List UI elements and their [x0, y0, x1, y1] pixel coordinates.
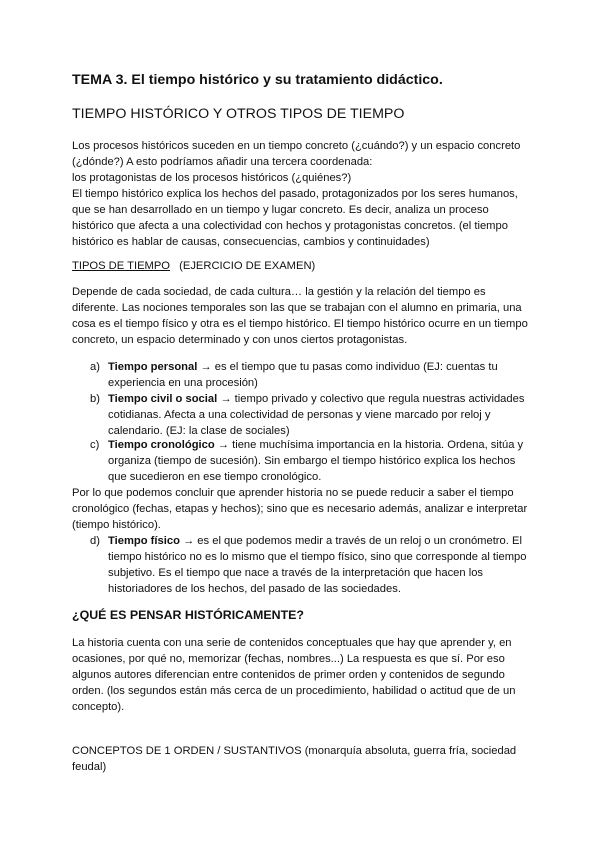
- tipos-note: (EJERCICIO DE EXAMEN): [179, 260, 316, 272]
- section-heading-tiempo-historico: TIEMPO HISTÓRICO Y OTROS TIPOS DE TIEMPO: [72, 106, 405, 122]
- section-heading-pensar-historicamente: ¿QUÉ ES PENSAR HISTÓRICAMENTE?: [72, 608, 304, 622]
- term-tiempo-cronologico: Tiempo cronológico →: [108, 439, 229, 451]
- list-item-continuation: tiempo histórico no es lo mismo que el tiempo físico, sino que corresponde al tiempo: [108, 551, 527, 563]
- intro-line: los protagonistas de los procesos históricos (¿quiénes?): [72, 172, 352, 184]
- list-item-continuation: que sucedieron en ese tiempo cronológico.: [108, 471, 322, 483]
- list-item-continuation: organiza (tiempo de sucesión). Sin embargo el tiempo histórico explica los hechos: [108, 455, 516, 467]
- list-item-tiempo-fisico: [108, 533, 522, 549]
- list-item-tiempo-cronologico: [108, 437, 523, 453]
- tipos-label: TIPOS DE TIEMPO: [72, 260, 171, 272]
- intro-line: Los procesos históricos suceden en un tiempo concreto (¿cuándo?) y un espacio concreto: [72, 140, 521, 152]
- intro-line: (¿dónde?) A esto podríamos añadir una tercera coordenada:: [72, 156, 373, 168]
- pensar-paragraph-line: ocasiones, por qué no, memorizar (fechas, nombres...) La respuesta es que sí. Por eso: [72, 653, 505, 665]
- pensar-paragraph-line: concepto).: [72, 701, 125, 713]
- tipos-paragraph-line: diferente. Las nociones temporales son las que se trabajan con el alumno en primaria, una: [72, 302, 522, 314]
- list-item-continuation: calendario. (EJ: la clase de sociales): [108, 425, 290, 437]
- list-item-tiempo-personal: [108, 359, 498, 375]
- conceptos-line: CONCEPTOS DE 1 ORDEN / SUSTANTIVOS (monarquía absoluta, guerra fría, sociedad: [72, 745, 517, 757]
- list-item-text: tiempo privado y colectivo que regula nuestras actividades: [231, 393, 525, 405]
- tipos-paragraph-line: cosa es el tiempo físico y otra es el tiempo histórico. El tiempo histórico ocurre en un tiempo: [72, 318, 528, 330]
- intro-line: histórico que afecta a una colectividad con hechos y protagonistas concretos. (el tiempo: [72, 220, 508, 232]
- conclusion-line: cronológico (fechas, etapas y hechos); sino que es necesario además, analizar e interpretar: [72, 503, 528, 515]
- conceptos-line: feudal): [72, 761, 107, 773]
- list-item-continuation: experiencia en una procesión): [108, 377, 258, 389]
- pensar-paragraph-line: orden. (los segundos están más cerca de un procedimiento, habilidad o actitud que de un: [72, 685, 516, 697]
- tipos-paragraph-line: Depende de cada sociedad, de cada cultura… la gestión y la relación del tiempo es: [72, 286, 486, 298]
- list-marker-a: a): [90, 361, 100, 373]
- list-item-text: es el tiempo que tu pasas como individuo (EJ: cuentas tu: [211, 361, 498, 373]
- document-title: TEMA 3. El tiempo histórico y su tratamiento didáctico.: [72, 72, 443, 88]
- list-item-continuation: cotidianas. Afecta a una colectividad de personas y viene marcado por reloj y: [108, 409, 491, 421]
- term-tiempo-civil: Tiempo civil o social →: [108, 393, 232, 405]
- conclusion-line: (tiempo histórico).: [72, 519, 161, 531]
- intro-line: histórico es hablar de causas, consecuencias, cambios y continuidades): [72, 236, 430, 248]
- list-marker-d: d): [90, 535, 100, 547]
- term-tiempo-fisico: Tiempo físico →: [108, 535, 195, 547]
- tipos-paragraph-line: concreto, un espacio determinado y con unos ciertos protagonistas.: [72, 334, 408, 346]
- list-item-text: es el que podemos medir a través de un reloj o un cronómetro. El: [194, 535, 522, 547]
- list-item-text: tiene muchísima importancia en la historia. Ordena, sitúa y: [229, 439, 524, 451]
- list-item-continuation: subjetivo. Es el tiempo que nace a través de la interpretación que hacen los: [108, 567, 484, 579]
- list-item-continuation: historiadores de los hechos, del pasado de las sociedades.: [108, 583, 401, 595]
- list-item-tiempo-civil: [108, 391, 524, 407]
- list-marker-b: b): [90, 393, 100, 405]
- pensar-paragraph-line: La historia cuenta con una serie de contenidos conceptuales que hay que aprender y, en: [72, 637, 512, 649]
- conclusion-line: Por lo que podemos concluir que aprender historia no se puede reducir a saber el tiempo: [72, 487, 514, 499]
- intro-line: El tiempo histórico explica los hechos del pasado, protagonizados por los seres humanos,: [72, 188, 518, 200]
- tipos-heading: [72, 258, 315, 274]
- list-marker-c: c): [90, 439, 100, 451]
- term-tiempo-personal: Tiempo personal →: [108, 361, 212, 373]
- pensar-paragraph-line: algunos autores diferencian entre contenidos de primer orden y contenidos de segundo: [72, 669, 505, 681]
- intro-line: que se han desarrollado en un tiempo y lugar concreto. Es decir, analiza un proceso: [72, 204, 489, 216]
